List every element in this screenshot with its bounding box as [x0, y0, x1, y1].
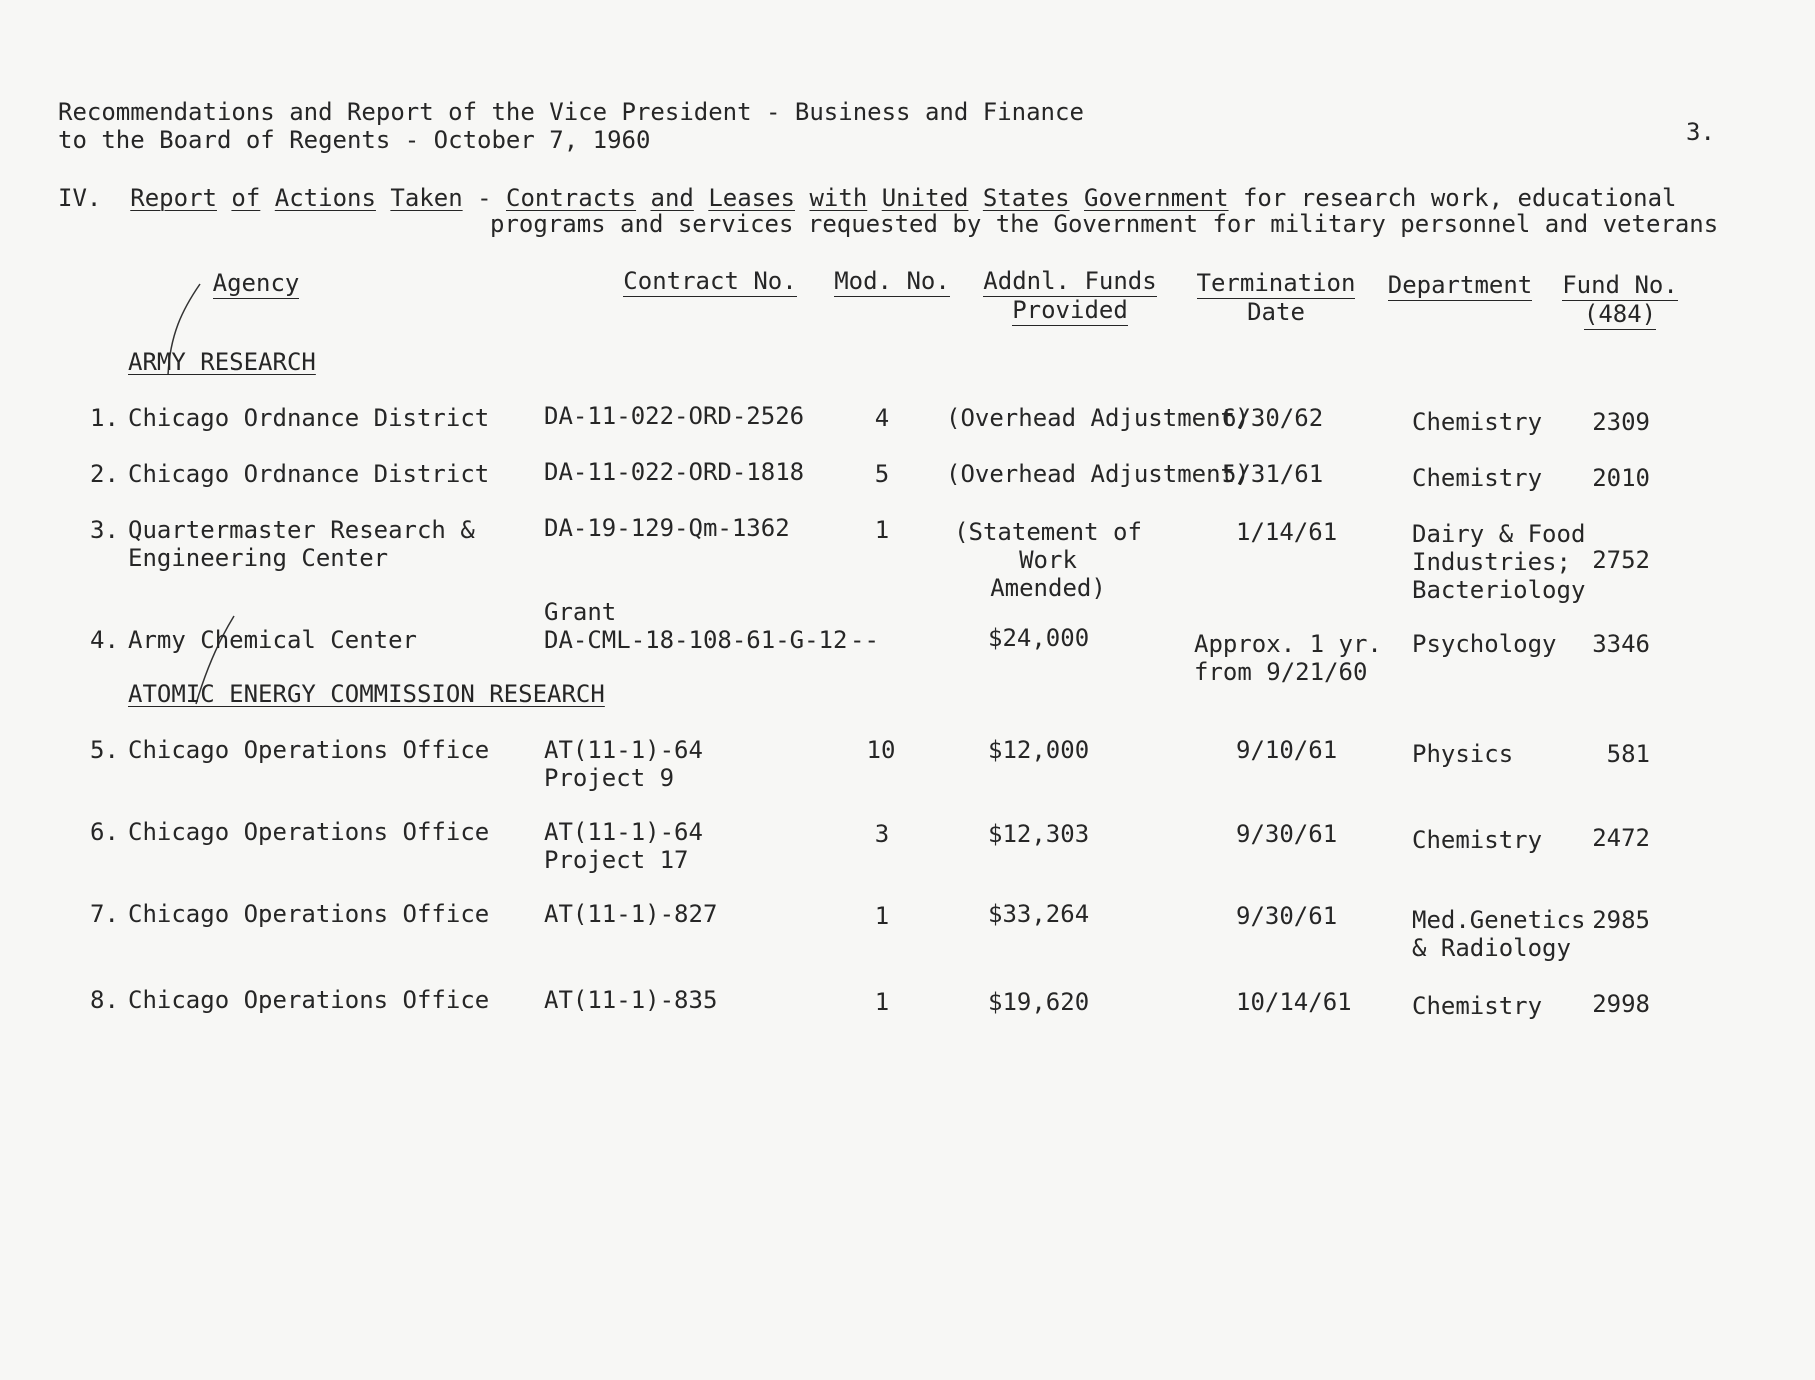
agency-cell: Chicago Operations Office	[128, 818, 490, 846]
contract-cell: DA-11-022-ORD-1818	[544, 458, 805, 486]
agency-cell: Chicago Operations Office	[128, 900, 490, 928]
subject-word: Government	[1084, 184, 1229, 212]
heading-word: Actions	[274, 184, 376, 212]
group-label-army-research: ARMY RESEARCH	[128, 348, 316, 376]
agency-cell: Chicago Ordnance District	[128, 404, 490, 432]
contract-cell: AT(11-1)-64 Project 17	[544, 818, 703, 874]
fund-no-cell: 2010	[1592, 464, 1650, 492]
termination-cell: Approx. 1 yr. from 9/21/60	[1194, 630, 1382, 686]
mod-cell: 10	[866, 736, 896, 764]
fund-no-cell: 2309	[1592, 408, 1650, 436]
funds-cell: $33,264	[988, 900, 1090, 928]
subject-word: with	[809, 184, 868, 212]
heading-word: Report	[130, 184, 217, 212]
row-number: 7.	[90, 900, 119, 928]
funds-cell: $24,000	[988, 624, 1090, 652]
subject-word: States	[982, 184, 1070, 212]
column-header-addnl-funds: Addnl. Funds Provided	[983, 267, 1157, 324]
mod-cell: --	[850, 626, 879, 654]
row-number: 8.	[90, 986, 119, 1014]
agency-cell: Chicago Operations Office	[128, 736, 490, 764]
fund-no-cell: 2752	[1592, 546, 1650, 574]
mod-cell: 1	[874, 516, 890, 544]
funds-cell: $19,620	[988, 988, 1090, 1016]
contract-cell: DA-CML-18-108-61-G-12	[544, 626, 848, 654]
termination-cell: 9/30/61	[1236, 820, 1338, 848]
column-header-contract-no: Contract No.	[623, 267, 797, 295]
report-title-line2: to the Board of Regents - October 7, 1960	[58, 126, 651, 154]
contract-cell: AT(11-1)-835	[544, 986, 718, 1014]
department-cell: Chemistry	[1412, 992, 1543, 1020]
report-title-line1: Recommendations and Report of the Vice President - Business and Finance	[58, 98, 1084, 126]
agency-cell: Army Chemical Center	[128, 626, 417, 654]
termination-cell: 1/14/61	[1236, 518, 1338, 546]
column-header-fund-no: Fund No. (484)	[1562, 271, 1678, 328]
page-number: 3.	[1686, 118, 1715, 146]
termination-cell: 6/30/62	[1222, 404, 1324, 432]
section-heading-rest: for research work, educational	[1242, 184, 1677, 212]
row-number: 1.	[90, 404, 119, 432]
department-cell: Psychology	[1412, 630, 1557, 658]
fund-no-cell: 3346	[1592, 630, 1650, 658]
termination-cell: 9/10/61	[1236, 736, 1338, 764]
department-cell: Chemistry	[1412, 826, 1543, 854]
mod-cell: 3	[874, 820, 890, 848]
contract-prefix: Grant	[544, 598, 617, 626]
section-heading-line2: programs and services requested by the Government for military personnel and veterans	[490, 210, 1719, 238]
contract-cell: AT(11-1)-64 Project 9	[544, 736, 703, 792]
agency-cell: Chicago Ordnance District	[128, 460, 490, 488]
heading-word: Taken	[390, 184, 463, 212]
mod-cell: 1	[874, 988, 890, 1016]
row-number: 2.	[90, 460, 119, 488]
section-numeral: IV.	[58, 184, 102, 212]
column-header-department: Department	[1387, 271, 1533, 299]
department-cell: Dairy & Food Industries; Bacteriology	[1412, 520, 1586, 604]
mod-cell: 1	[874, 902, 890, 930]
funds-cell: $12,303	[988, 820, 1090, 848]
department-cell: Physics	[1412, 740, 1514, 768]
row-number: 5.	[90, 736, 119, 764]
termination-cell: 5/31/61	[1222, 460, 1324, 488]
group-label-aec-research: ATOMIC ENERGY COMMISSION RESEARCH	[128, 680, 605, 708]
subject-word: Leases	[708, 184, 796, 212]
contract-cell: DA-11-022-ORD-2526	[544, 402, 805, 430]
department-cell: Chemistry	[1412, 464, 1543, 492]
mod-cell: 4	[874, 404, 890, 432]
termination-cell: 10/14/61	[1236, 988, 1352, 1016]
section-heading	[58, 184, 1676, 212]
contract-cell: DA-19-129-Qm-1362	[544, 514, 790, 542]
contract-cell: AT(11-1)-827	[544, 900, 718, 928]
subject-word: Contracts	[506, 184, 637, 212]
row-number: 6.	[90, 818, 119, 846]
row-number: 4.	[90, 626, 119, 654]
department-cell: Med.Genetics & Radiology	[1412, 906, 1586, 962]
column-header-termination-date: Termination Date	[1196, 269, 1356, 326]
fund-no-cell: 2472	[1592, 824, 1650, 852]
column-header-mod-no: Mod. No.	[834, 267, 950, 295]
column-header-agency: Agency	[212, 269, 300, 297]
fund-no-cell: 581	[1606, 740, 1650, 768]
mod-cell: 5	[874, 460, 890, 488]
heading-word: of	[231, 184, 261, 212]
termination-cell: 9/30/61	[1236, 902, 1338, 930]
funds-cell: $12,000	[988, 736, 1090, 764]
funds-cell: (Overhead Adjustment)	[946, 460, 1250, 488]
row-number: 3.	[90, 516, 119, 544]
subject-word: United	[881, 184, 969, 212]
agency-cell: Chicago Operations Office	[128, 986, 490, 1014]
fund-no-cell: 2985	[1592, 906, 1650, 934]
funds-cell: (Statement of Work Amended)	[954, 518, 1142, 602]
fund-no-cell: 2998	[1592, 990, 1650, 1018]
subject-word: and	[650, 184, 694, 212]
funds-cell: (Overhead Adjustment)	[946, 404, 1250, 432]
agency-cell: Quartermaster Research & Engineering Center	[128, 516, 475, 572]
heading-dash: -	[477, 184, 492, 212]
department-cell: Chemistry	[1412, 408, 1543, 436]
